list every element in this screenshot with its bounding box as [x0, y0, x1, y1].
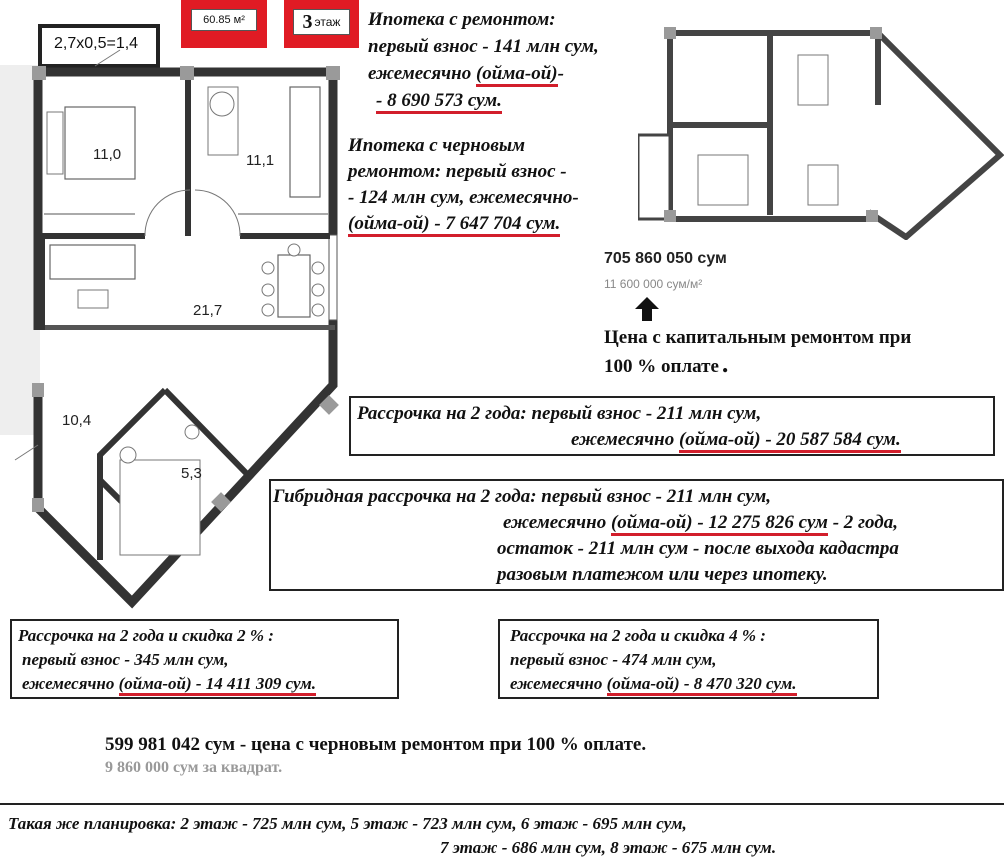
room-area-bedroom-2: 11,1: [246, 152, 275, 169]
floor-plan-miniature: [638, 15, 1004, 240]
mortgage-renovated-down: первый взнос - 141 млн сум,: [368, 36, 599, 57]
capital-note-line1: Цена с капитальным ремонтом при: [604, 327, 912, 348]
mortgage-renovated-amount: [368, 87, 599, 114]
capital-note-dot: .: [721, 349, 729, 378]
balcony-label: 2,7х0,5=1,4: [54, 35, 139, 52]
rough-price-text: - цена с черновым ремонтом при 100 % оплате.: [235, 734, 647, 755]
hybrid-amount: (ойма-ой) - 12 275 826 сум: [611, 512, 828, 536]
hybrid-line3: остаток - 211 млн сум - после выхода кадастра: [497, 538, 899, 559]
mortgage-rough-title: Ипотека с черновым: [348, 135, 526, 156]
rough-price-line: [105, 734, 646, 756]
capital-note: [604, 325, 911, 380]
discount-4-line2: первый взнос - 474 млн сум,: [510, 650, 717, 669]
rough-price-amount: 599 981 042 сум: [105, 734, 236, 755]
rough-price-per-m2: 9 860 000 сум за квадрат.: [105, 759, 283, 776]
mortgage-rough-block: [348, 133, 579, 237]
capital-note-text: 100 % оплате: [604, 356, 719, 377]
full-price: 705 860 050 сум: [604, 250, 727, 267]
mortgage-rough-line3: - 124 млн сум, ежемесячно-: [348, 187, 579, 208]
discount-4-line3: [510, 672, 877, 696]
hybrid-line4: разовым платежом или через ипотеку.: [497, 564, 828, 585]
room-area-kitchen: 10,4: [62, 412, 92, 429]
discount-4-box: [498, 619, 879, 699]
mortgage-renovated-monthly: [368, 60, 599, 87]
monthly-label: ежемесячно: [503, 512, 611, 533]
hybrid-term: - 2 года,: [827, 512, 898, 533]
discount-2-line1: Рассрочка на 2 года и скидка 2 % :: [18, 626, 274, 645]
hybrid-line2: [273, 510, 1002, 536]
installment-2y-box: [349, 396, 995, 456]
discount-2-line2: первый взнос - 345 млн сум,: [22, 650, 229, 669]
hybrid-box: [269, 479, 1004, 591]
area-badge: [181, 0, 267, 48]
mortgage-renovated-block: [368, 6, 599, 114]
installment-2y-line2: [357, 427, 993, 453]
discount-4-amount: (ойма-ой) - 8 470 320 сум.: [607, 674, 797, 696]
room-area-bedroom-1: 11,0: [93, 146, 122, 163]
installment-2y-amount: (ойма-ой) - 20 587 584 сум.: [679, 429, 901, 453]
discount-2-amount: (ойма-ой) - 14 411 309 сум.: [119, 674, 316, 696]
same-layout-line2: 7 этаж - 686 млн сум, 8 этаж - 675 млн сум.: [440, 838, 777, 857]
mortgage-renovated-title: Ипотека с ремонтом:: [368, 9, 556, 30]
monthly-label: ежемесячно: [510, 674, 607, 693]
area-badge-value: 60.85 м²: [191, 9, 257, 31]
room-area-living: 21,7: [193, 302, 223, 319]
hybrid-line1: Гибридная рассрочка на 2 года: первый взнос - 211 млн сум,: [273, 486, 772, 507]
monthly-label: ежемесячно: [22, 674, 119, 693]
mortgage-rough-line4: [348, 211, 579, 237]
mortgage-renovated-amount-value: - 8 690 573 сум.: [376, 90, 502, 114]
installment-2y-line1: Рассрочка на 2 года: первый взнос - 211 млн сум,: [357, 403, 762, 424]
room-area-bathroom: 5,3: [181, 465, 202, 482]
floor-badge-box: [293, 9, 350, 35]
price-per-m2: 11 600 000 сум/м²: [604, 277, 703, 291]
monthly-label: ежемесячно: [571, 429, 679, 450]
floor-badge: [284, 0, 359, 48]
monthly-label: ежемесячно: [368, 63, 476, 84]
capital-note-line2: [604, 351, 911, 380]
same-layout-block: [8, 812, 776, 860]
dash: -: [557, 63, 564, 84]
same-layout-line1: Такая же планировка: 2 этаж - 725 млн сум, 5 этаж - 723 млн сум, 6 этаж - 695 млн сум,: [8, 814, 687, 833]
divider: [0, 803, 1004, 805]
arrow-up-icon: [634, 296, 660, 322]
discount-4-line1: Рассрочка на 2 года и скидка 4 % :: [510, 626, 766, 645]
floor-label: этаж: [314, 15, 341, 29]
mortgage-rough-line2: ремонтом: первый взнос -: [348, 161, 567, 182]
monthly-term: (ойма-ой): [476, 63, 558, 87]
mortgage-rough-amount: (ойма-ой) - 7 647 704 сум.: [348, 213, 560, 237]
discount-2-line3: [18, 672, 397, 696]
discount-2-box: [10, 619, 399, 699]
floor-number: 3: [302, 10, 313, 33]
